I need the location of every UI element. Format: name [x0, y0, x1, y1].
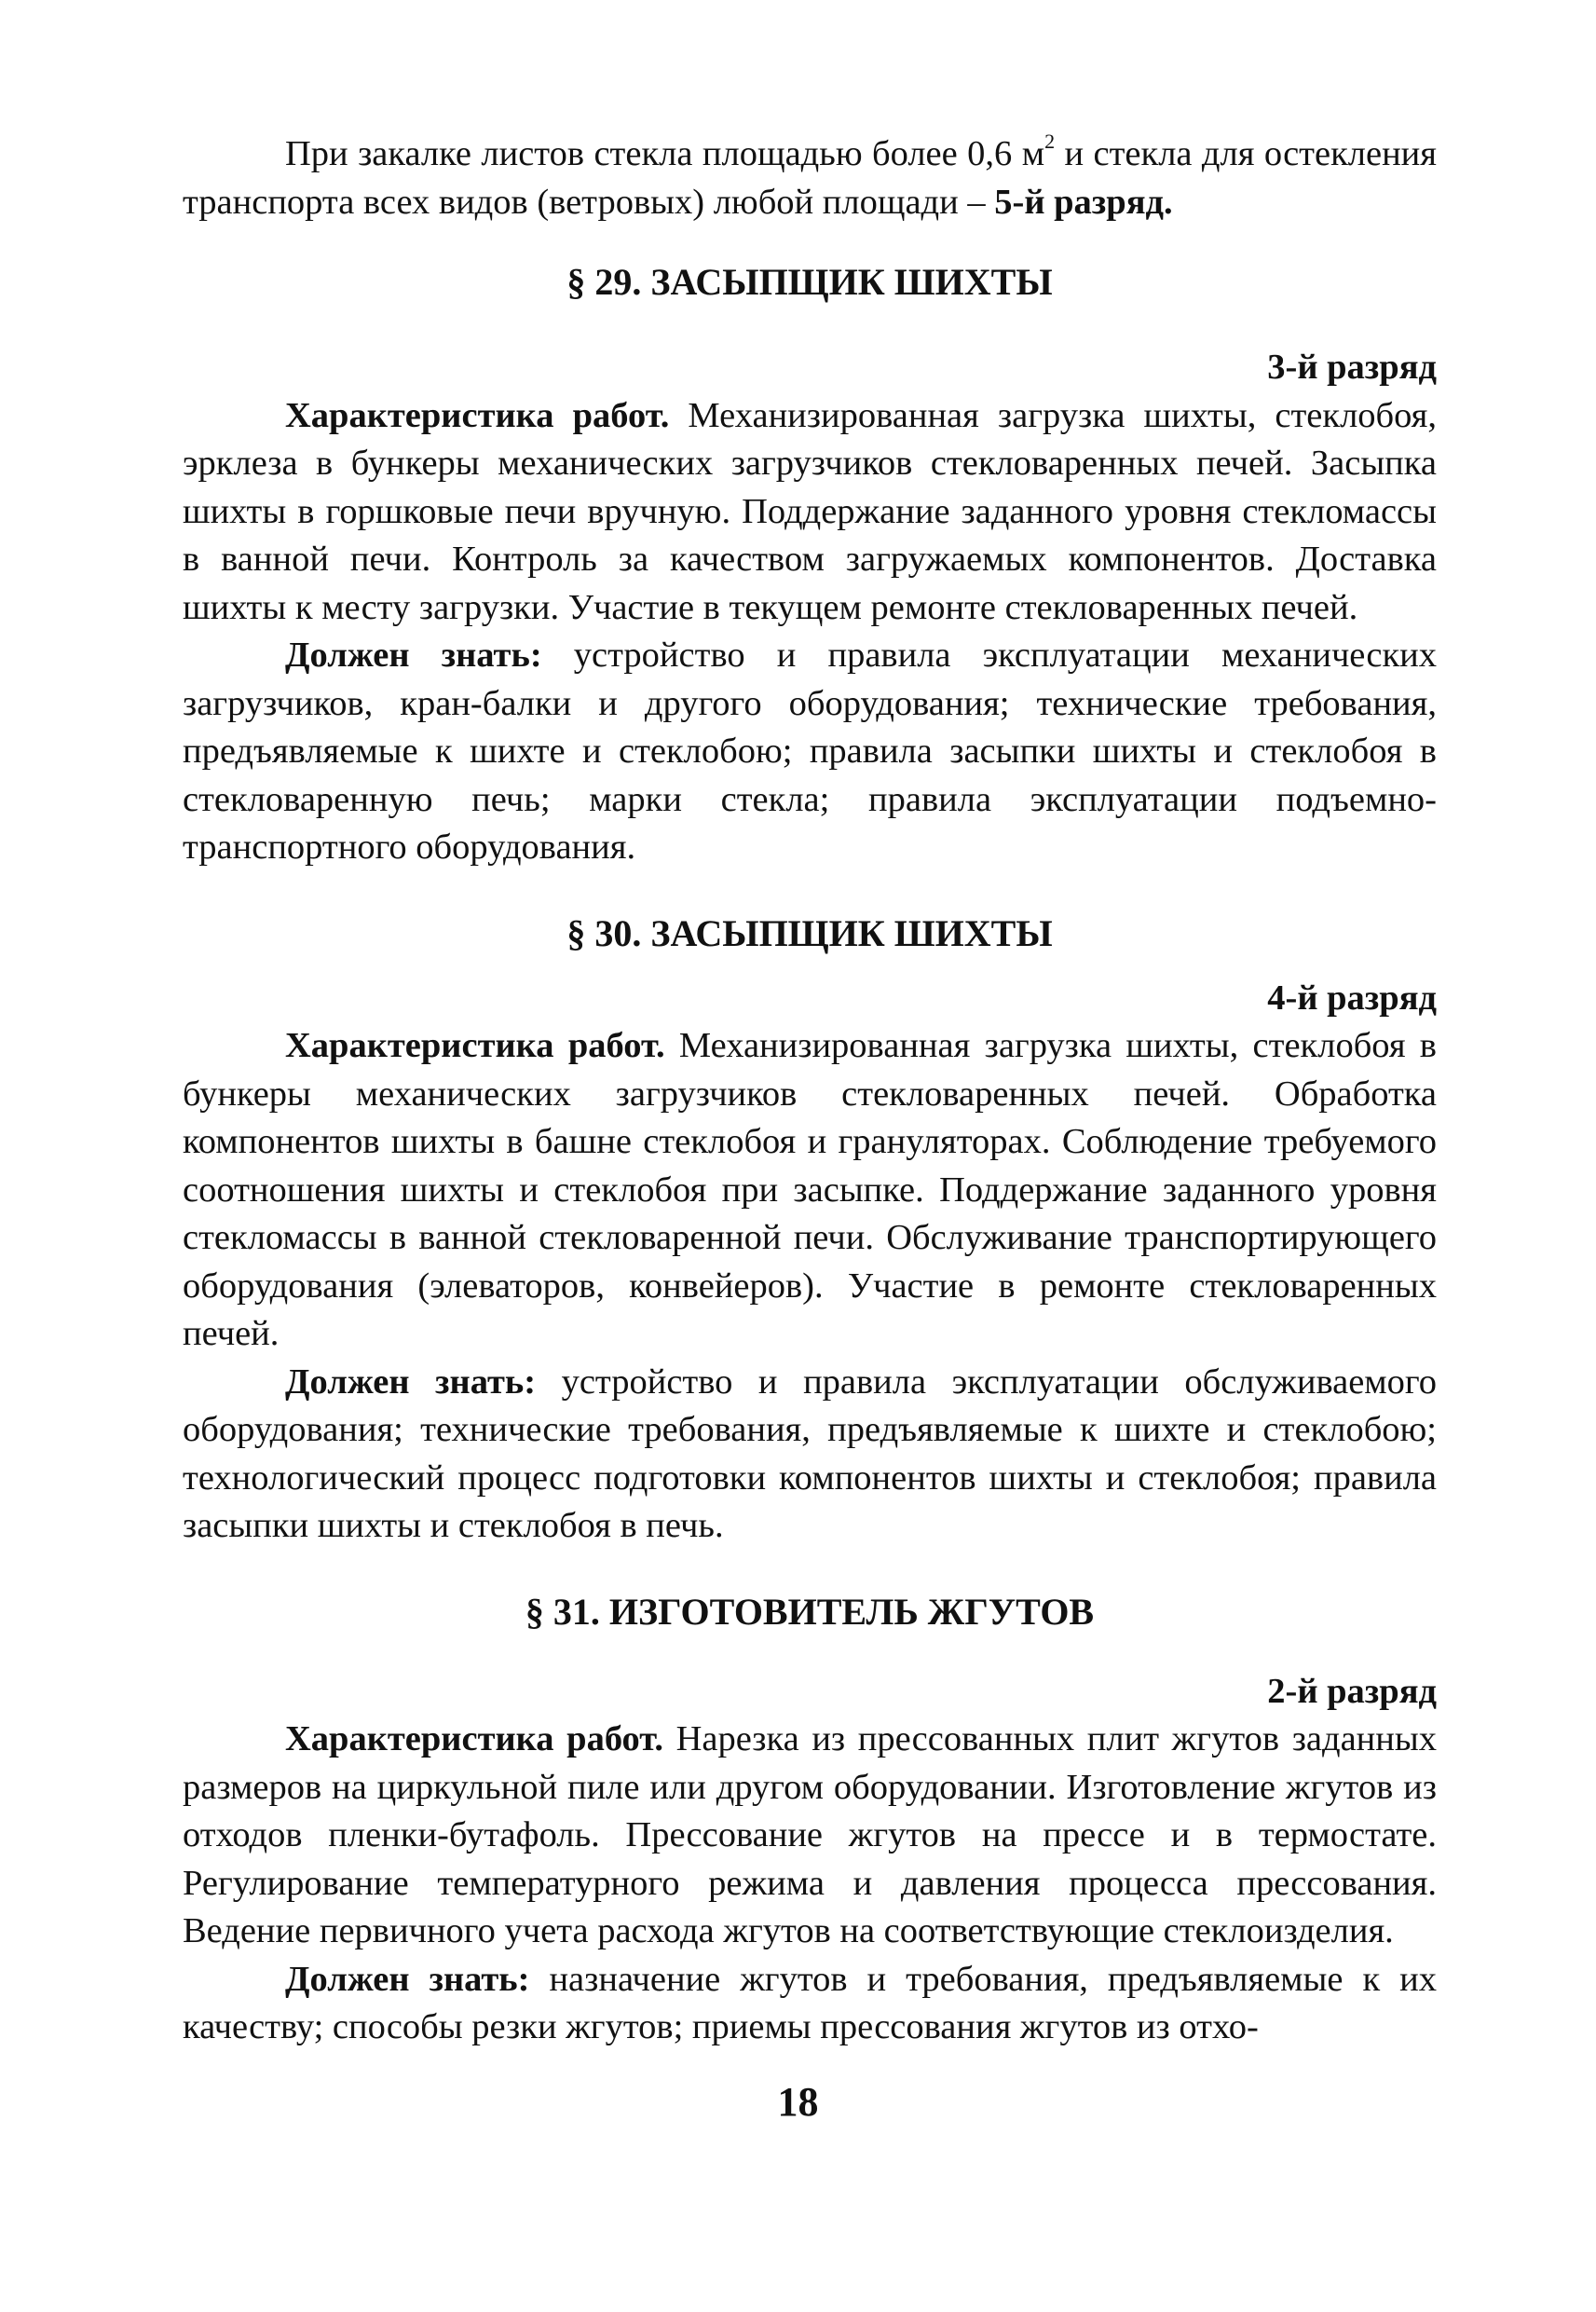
work-characteristics — [183, 1022, 1437, 1359]
intro-text: При закалке листов стекла площадью более 0,6 м — [285, 134, 1045, 173]
know-label: Должен знать: — [285, 1959, 530, 1999]
intro-text-cont: и стекла для остекления транспорта всех видов (ветровых) любой площади – — [183, 134, 1437, 222]
section-grade: 3-й разряд — [1267, 348, 1437, 387]
intro-grade: 5-й разряд. — [994, 182, 1173, 222]
know-label: Должен знать: — [285, 636, 542, 675]
char-label: Характеристика работ. — [285, 1026, 665, 1065]
know-text: устройство и правила эксплуатации обслуживаемого оборудования; технические требования, предъявляемые к шихте и стеклобою; технологический процесс подготовки компонентов шихты и стеклобоя; правила засыпки шихты и стеклобоя в печь. — [183, 1361, 1437, 1545]
char-label: Характеристика работ. — [285, 395, 670, 435]
know-text: назначение жгутов и требования, предъявляемые к их качеству; способы резки жгутов; приемы прессования жгутов из отхо- — [183, 1959, 1437, 2046]
know-text: устройство и правила эксплуатации механических загрузчиков, кран-балки и другого оборудования; технические требования, предъявляемые к шихте и стеклобою; правила засыпки шихты и стеклобоя в стекловаренную печь; марки стекла; правила эксплуатации подъемно-транспортного оборудования. — [183, 636, 1438, 867]
required-knowledge — [183, 1956, 1437, 2052]
superscript: 2 — [1044, 130, 1056, 154]
section-grade: 4-й разряд — [1267, 978, 1437, 1018]
work-characteristics — [183, 1716, 1437, 1956]
page-number: 18 — [777, 2079, 819, 2125]
work-characteristics — [183, 392, 1437, 633]
required-knowledge — [183, 1359, 1437, 1551]
char-text: Механизированная загрузка шихты, стеклобоя в бункеры механических загрузчиков стекловаренных печей. Обработка компонентов шихты в башне стеклобоя и грануляторах. Соблюдение требуемого соотношения шихты и стеклобоя при засыпке. Поддержание заданного уровня стекломассы в ванной стекловаренной печи. Обслуживание транспортирующего оборудования (элеваторов, конвейеров). Участие в ремонте стекловаренных печей. — [183, 1026, 1437, 1353]
char-text: Механизированная загрузка шихты, стеклобоя, эрклеза в бункеры механических загрузчиков стекловаренных печей. Засыпка шихты в горшковые печи вручную. Поддержание заданного уровня стекломассы в ванной печи. Контроль за качеством загружаемых компонентов. Доставка шихты к месту загрузки. Участие в текущем ремонте стекловаренных печей. — [183, 395, 1437, 627]
char-label: Характеристика работ. — [285, 1719, 663, 1758]
char-text: Нарезка из прессованных плит жгутов заданных размеров на циркульной пиле или другом оборудовании. Изготовление жгутов из отходов пленки-бутафоль. Прессование жгутов на прессе и в термостате. Регулирование температурного режима и давления процесса прессования. Ведение первичного учета расхода жгутов на соответствующие стеклоизделия. — [183, 1719, 1437, 1950]
document-page — [183, 130, 1437, 2052]
section-grade: 2-й разряд — [1267, 1671, 1437, 1711]
required-knowledge — [183, 632, 1437, 872]
section-title: § 30. ЗАСЫПЩИК ШИХТЫ — [566, 911, 1053, 954]
intro-paragraph — [183, 130, 1437, 226]
know-label: Должен знать: — [285, 1361, 537, 1402]
section-title: § 29. ЗАСЫПЩИК ШИХТЫ — [566, 261, 1053, 303]
section-title: § 31. ИЗГОТОВИТЕЛЬ ЖГУТОВ — [525, 1590, 1095, 1633]
